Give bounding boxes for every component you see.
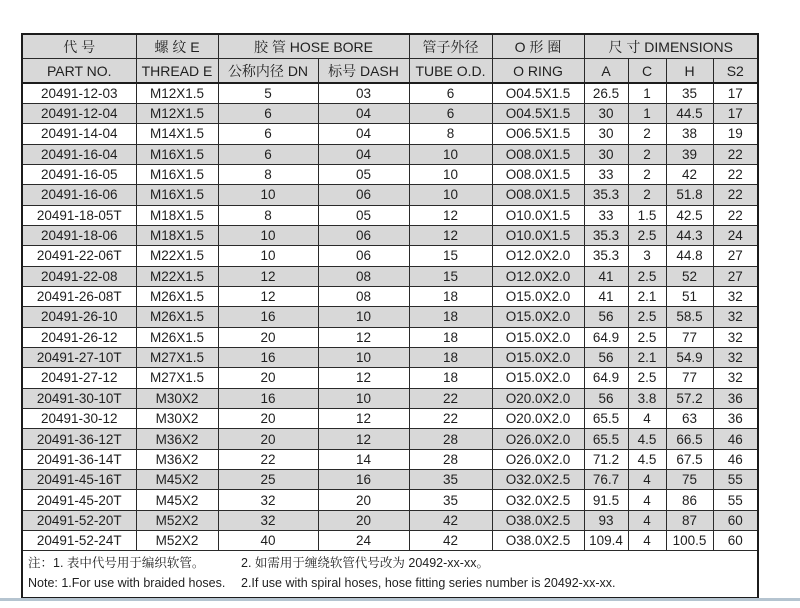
cell-dash: 16	[318, 470, 409, 490]
cell-o-ring: O04.5X1.5	[492, 103, 584, 123]
cell-part-no: 20491-16-06	[22, 185, 136, 205]
cell-o-ring: O10.0X1.5	[492, 225, 584, 245]
cell-c: 1.5	[628, 205, 666, 225]
cell-dn: 16	[218, 347, 318, 367]
header-thread-en: THREAD E	[136, 59, 218, 84]
cell-s2: 60	[713, 531, 758, 551]
cell-c: 4	[628, 470, 666, 490]
cell-h: 86	[666, 490, 713, 510]
cell-tube-od: 18	[409, 307, 492, 327]
cell-o-ring: O10.0X1.5	[492, 205, 584, 225]
header-part-no-zh: 代 号	[22, 34, 136, 59]
cell-s2: 27	[713, 246, 758, 266]
cell-dash: 12	[318, 409, 409, 429]
cell-dn: 6	[218, 124, 318, 144]
cell-dash: 12	[318, 368, 409, 388]
table-row	[22, 429, 758, 449]
cell-dn: 10	[218, 246, 318, 266]
cell-tube-od: 18	[409, 347, 492, 367]
table-row	[22, 246, 758, 266]
cell-thread-e: M16X1.5	[136, 185, 218, 205]
cell-h: 63	[666, 409, 713, 429]
cell-tube-od: 18	[409, 327, 492, 347]
cell-dash: 06	[318, 246, 409, 266]
cell-dash: 06	[318, 185, 409, 205]
cell-a: 30	[584, 103, 628, 123]
cell-a: 35.3	[584, 246, 628, 266]
cell-a: 91.5	[584, 490, 628, 510]
cell-h: 100.5	[666, 531, 713, 551]
cell-o-ring: O20.0X2.0	[492, 388, 584, 408]
table-row	[22, 470, 758, 490]
header-part-no-en: PART NO.	[22, 59, 136, 84]
cell-dash: 10	[318, 388, 409, 408]
cell-s2: 46	[713, 449, 758, 469]
table-row	[22, 124, 758, 144]
cell-dn: 16	[218, 388, 318, 408]
cell-part-no: 20491-26-12	[22, 327, 136, 347]
cell-o-ring: O12.0X2.0	[492, 266, 584, 286]
notes-cell	[22, 551, 758, 598]
header-hose-bore-group: 胶 管 HOSE BORE	[218, 34, 409, 59]
cell-dash: 05	[318, 164, 409, 184]
cell-c: 4.5	[628, 429, 666, 449]
cell-s2: 32	[713, 286, 758, 306]
cell-dash: 06	[318, 225, 409, 245]
header-dimensions-group: 尺 寸 DIMENSIONS	[584, 34, 758, 59]
cell-a: 35.3	[584, 225, 628, 245]
header-dim-a: A	[584, 59, 628, 84]
cell-h: 66.5	[666, 429, 713, 449]
cell-dn: 32	[218, 510, 318, 530]
header-dim-c: C	[628, 59, 666, 84]
cell-a: 64.9	[584, 368, 628, 388]
cell-dash: 20	[318, 490, 409, 510]
cell-thread-e: M45X2	[136, 470, 218, 490]
cell-s2: 19	[713, 124, 758, 144]
cell-h: 51	[666, 286, 713, 306]
header-thread-zh: 螺 纹 E	[136, 34, 218, 59]
table-row	[22, 103, 758, 123]
cell-c: 2	[628, 185, 666, 205]
cell-thread-e: M22X1.5	[136, 246, 218, 266]
cell-dash: 20	[318, 510, 409, 530]
cell-s2: 46	[713, 429, 758, 449]
cell-s2: 22	[713, 205, 758, 225]
cell-a: 26.5	[584, 83, 628, 103]
cell-o-ring: O32.0X2.5	[492, 490, 584, 510]
cell-s2: 17	[713, 83, 758, 103]
note-en-1: Note: 1.For use with braided hoses.	[28, 575, 226, 590]
cell-thread-e: M30X2	[136, 388, 218, 408]
table-row	[22, 531, 758, 551]
cell-c: 2	[628, 164, 666, 184]
cell-o-ring: O08.0X1.5	[492, 185, 584, 205]
header-dim-h: H	[666, 59, 713, 84]
cell-s2: 60	[713, 510, 758, 530]
note-en-2: 2.If use with spiral hoses, hose fitting series number is 20492-xx-xx.	[241, 575, 616, 590]
cell-thread-e: M26X1.5	[136, 286, 218, 306]
cell-part-no: 20491-36-14T	[22, 449, 136, 469]
cell-part-no: 20491-14-04	[22, 124, 136, 144]
cell-thread-e: M18X1.5	[136, 225, 218, 245]
cell-dn: 8	[218, 205, 318, 225]
table-row	[22, 164, 758, 184]
cell-part-no: 20491-18-06	[22, 225, 136, 245]
cell-a: 56	[584, 388, 628, 408]
cell-thread-e: M12X1.5	[136, 83, 218, 103]
cell-c: 3.8	[628, 388, 666, 408]
table-row	[22, 510, 758, 530]
header-dn: 公称内径 DN	[218, 59, 318, 84]
cell-tube-od: 6	[409, 103, 492, 123]
cell-o-ring: O20.0X2.0	[492, 409, 584, 429]
header-o-ring-zh: O 形 圈	[492, 34, 584, 59]
cell-part-no: 20491-22-08	[22, 266, 136, 286]
cell-dash: 05	[318, 205, 409, 225]
cell-a: 41	[584, 286, 628, 306]
cell-tube-od: 22	[409, 409, 492, 429]
cell-dn: 10	[218, 225, 318, 245]
note-line-zh	[28, 554, 752, 573]
cell-tube-od: 10	[409, 185, 492, 205]
cell-dash: 10	[318, 347, 409, 367]
header-dash: 标号 DASH	[318, 59, 409, 84]
cell-a: 64.9	[584, 327, 628, 347]
table-row	[22, 388, 758, 408]
cell-o-ring: O38.0X2.5	[492, 510, 584, 530]
cell-c: 1	[628, 83, 666, 103]
cell-dn: 40	[218, 531, 318, 551]
cell-h: 77	[666, 368, 713, 388]
note-zh-2: 2. 如需用于缠绕软管代号改为 20492-xx-xx。	[241, 556, 489, 571]
cell-h: 39	[666, 144, 713, 164]
cell-dn: 12	[218, 286, 318, 306]
table-row	[22, 185, 758, 205]
cell-thread-e: M36X2	[136, 429, 218, 449]
cell-o-ring: O32.0X2.5	[492, 470, 584, 490]
cell-o-ring: O08.0X1.5	[492, 164, 584, 184]
table-body	[22, 83, 758, 551]
cell-h: 51.8	[666, 185, 713, 205]
cell-thread-e: M26X1.5	[136, 327, 218, 347]
table-row	[22, 225, 758, 245]
cell-a: 30	[584, 144, 628, 164]
cell-tube-od: 10	[409, 164, 492, 184]
cell-o-ring: O38.0X2.5	[492, 531, 584, 551]
cell-tube-od: 35	[409, 470, 492, 490]
cell-o-ring: O15.0X2.0	[492, 368, 584, 388]
cell-thread-e: M22X1.5	[136, 266, 218, 286]
cell-s2: 32	[713, 327, 758, 347]
cell-part-no: 20491-52-20T	[22, 510, 136, 530]
cell-h: 57.2	[666, 388, 713, 408]
cell-a: 56	[584, 347, 628, 367]
table-row	[22, 409, 758, 429]
cell-c: 2.1	[628, 286, 666, 306]
cell-dn: 20	[218, 429, 318, 449]
table-row	[22, 286, 758, 306]
table-row	[22, 205, 758, 225]
cell-o-ring: O04.5X1.5	[492, 83, 584, 103]
cell-dash: 03	[318, 83, 409, 103]
cell-c: 2.1	[628, 347, 666, 367]
cell-s2: 22	[713, 164, 758, 184]
table-row	[22, 266, 758, 286]
table-row	[22, 449, 758, 469]
cell-thread-e: M52X2	[136, 510, 218, 530]
cell-tube-od: 42	[409, 510, 492, 530]
cell-part-no: 20491-45-20T	[22, 490, 136, 510]
cell-c: 2.5	[628, 225, 666, 245]
cell-part-no: 20491-12-03	[22, 83, 136, 103]
cell-h: 38	[666, 124, 713, 144]
cell-c: 4	[628, 490, 666, 510]
cell-part-no: 20491-16-05	[22, 164, 136, 184]
cell-tube-od: 12	[409, 205, 492, 225]
cell-dash: 14	[318, 449, 409, 469]
cell-tube-od: 35	[409, 490, 492, 510]
cell-h: 87	[666, 510, 713, 530]
cell-thread-e: M12X1.5	[136, 103, 218, 123]
cell-tube-od: 18	[409, 368, 492, 388]
cell-a: 56	[584, 307, 628, 327]
cell-a: 30	[584, 124, 628, 144]
cell-dn: 16	[218, 307, 318, 327]
table-footer	[22, 551, 758, 598]
cell-s2: 22	[713, 144, 758, 164]
cell-dn: 20	[218, 327, 318, 347]
cell-s2: 32	[713, 347, 758, 367]
table-row	[22, 347, 758, 367]
cell-part-no: 20491-30-12	[22, 409, 136, 429]
cell-part-no: 20491-16-04	[22, 144, 136, 164]
table-row	[22, 327, 758, 347]
header-dim-s2: S2	[713, 59, 758, 84]
cell-dash: 24	[318, 531, 409, 551]
cell-dash: 04	[318, 103, 409, 123]
table-row	[22, 83, 758, 103]
cell-s2: 17	[713, 103, 758, 123]
cell-tube-od: 18	[409, 286, 492, 306]
cell-h: 42	[666, 164, 713, 184]
cell-thread-e: M14X1.5	[136, 124, 218, 144]
cell-s2: 36	[713, 409, 758, 429]
cell-c: 4	[628, 531, 666, 551]
cell-c: 2.5	[628, 266, 666, 286]
table-row	[22, 490, 758, 510]
cell-h: 44.8	[666, 246, 713, 266]
cell-thread-e: M27X1.5	[136, 368, 218, 388]
cell-a: 33	[584, 164, 628, 184]
cell-h: 44.3	[666, 225, 713, 245]
cell-o-ring: O15.0X2.0	[492, 307, 584, 327]
cell-a: 93	[584, 510, 628, 530]
cell-thread-e: M16X1.5	[136, 144, 218, 164]
cell-dash: 04	[318, 124, 409, 144]
cell-tube-od: 12	[409, 225, 492, 245]
cell-thread-e: M45X2	[136, 490, 218, 510]
cell-a: 33	[584, 205, 628, 225]
cell-part-no: 20491-26-08T	[22, 286, 136, 306]
cell-dash: 08	[318, 286, 409, 306]
cell-dn: 8	[218, 164, 318, 184]
cell-o-ring: O08.0X1.5	[492, 144, 584, 164]
header-o-ring-en: O RING	[492, 59, 584, 84]
cell-h: 67.5	[666, 449, 713, 469]
cell-dash: 10	[318, 307, 409, 327]
cell-o-ring: O26.0X2.0	[492, 449, 584, 469]
cell-part-no: 20491-27-12	[22, 368, 136, 388]
header-tube-od-en: TUBE O.D.	[409, 59, 492, 84]
cell-dn: 6	[218, 103, 318, 123]
cell-dash: 12	[318, 327, 409, 347]
cell-c: 1	[628, 103, 666, 123]
table-row	[22, 368, 758, 388]
cell-o-ring: O12.0X2.0	[492, 246, 584, 266]
cell-c: 2	[628, 144, 666, 164]
cell-thread-e: M16X1.5	[136, 164, 218, 184]
cell-c: 4	[628, 409, 666, 429]
cell-s2: 55	[713, 470, 758, 490]
cell-h: 77	[666, 327, 713, 347]
cell-dn: 22	[218, 449, 318, 469]
cell-dn: 5	[218, 83, 318, 103]
cell-dn: 20	[218, 368, 318, 388]
cell-c: 3	[628, 246, 666, 266]
cell-dn: 10	[218, 185, 318, 205]
cell-o-ring: O06.5X1.5	[492, 124, 584, 144]
cell-c: 2.5	[628, 327, 666, 347]
cell-tube-od: 22	[409, 388, 492, 408]
cell-tube-od: 10	[409, 144, 492, 164]
cell-a: 35.3	[584, 185, 628, 205]
cell-c: 4	[628, 510, 666, 530]
cell-dash: 12	[318, 429, 409, 449]
cell-c: 4.5	[628, 449, 666, 469]
cell-tube-od: 8	[409, 124, 492, 144]
cell-a: 109.4	[584, 531, 628, 551]
bottom-scan-line	[0, 598, 800, 601]
cell-part-no: 20491-30-10T	[22, 388, 136, 408]
cell-dn: 32	[218, 490, 318, 510]
cell-tube-od: 6	[409, 83, 492, 103]
cell-c: 2.5	[628, 307, 666, 327]
cell-h: 54.9	[666, 347, 713, 367]
cell-dn: 6	[218, 144, 318, 164]
cell-a: 76.7	[584, 470, 628, 490]
cell-part-no: 20491-36-12T	[22, 429, 136, 449]
cell-s2: 32	[713, 368, 758, 388]
cell-s2: 27	[713, 266, 758, 286]
cell-h: 35	[666, 83, 713, 103]
cell-part-no: 20491-52-24T	[22, 531, 136, 551]
cell-h: 42.5	[666, 205, 713, 225]
cell-part-no: 20491-18-05T	[22, 205, 136, 225]
cell-c: 2.5	[628, 368, 666, 388]
cell-s2: 32	[713, 307, 758, 327]
cell-thread-e: M18X1.5	[136, 205, 218, 225]
cell-thread-e: M30X2	[136, 409, 218, 429]
cell-part-no: 20491-26-10	[22, 307, 136, 327]
cell-a: 65.5	[584, 409, 628, 429]
cell-h: 52	[666, 266, 713, 286]
cell-a: 71.2	[584, 449, 628, 469]
note-zh-1: 注：1. 表中代号用于编织软管。	[28, 556, 205, 571]
cell-tube-od: 15	[409, 266, 492, 286]
cell-s2: 22	[713, 185, 758, 205]
cell-c: 2	[628, 124, 666, 144]
cell-part-no: 20491-27-10T	[22, 347, 136, 367]
cell-dn: 12	[218, 266, 318, 286]
cell-a: 65.5	[584, 429, 628, 449]
header-tube-od-zh: 管子外径	[409, 34, 492, 59]
cell-o-ring: O26.0X2.0	[492, 429, 584, 449]
cell-tube-od: 28	[409, 429, 492, 449]
cell-s2: 36	[713, 388, 758, 408]
cell-tube-od: 15	[409, 246, 492, 266]
cell-s2: 55	[713, 490, 758, 510]
cell-part-no: 20491-22-06T	[22, 246, 136, 266]
table-row	[22, 307, 758, 327]
cell-h: 58.5	[666, 307, 713, 327]
cell-o-ring: O15.0X2.0	[492, 286, 584, 306]
cell-dn: 25	[218, 470, 318, 490]
cell-thread-e: M26X1.5	[136, 307, 218, 327]
cell-part-no: 20491-12-04	[22, 103, 136, 123]
cell-tube-od: 28	[409, 449, 492, 469]
cell-o-ring: O15.0X2.0	[492, 327, 584, 347]
cell-h: 44.5	[666, 103, 713, 123]
cell-part-no: 20491-45-16T	[22, 470, 136, 490]
table-header	[22, 34, 758, 83]
cell-dn: 20	[218, 409, 318, 429]
note-line-en	[28, 574, 752, 593]
cell-a: 41	[584, 266, 628, 286]
table-row	[22, 144, 758, 164]
cell-s2: 24	[713, 225, 758, 245]
cell-dash: 08	[318, 266, 409, 286]
cell-tube-od: 42	[409, 531, 492, 551]
hose-fitting-spec-table	[21, 33, 759, 599]
cell-thread-e: M36X2	[136, 449, 218, 469]
cell-h: 75	[666, 470, 713, 490]
cell-dash: 04	[318, 144, 409, 164]
cell-o-ring: O15.0X2.0	[492, 347, 584, 367]
cell-thread-e: M52X2	[136, 531, 218, 551]
cell-thread-e: M27X1.5	[136, 347, 218, 367]
